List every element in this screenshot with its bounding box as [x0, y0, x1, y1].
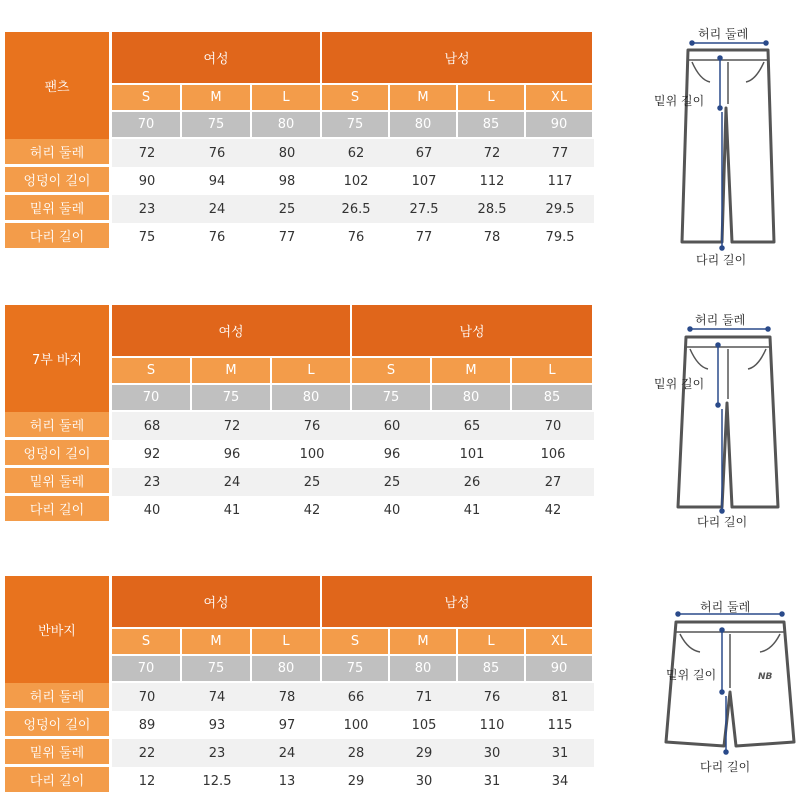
- size-cell: S: [112, 358, 192, 385]
- value-cell: 41: [192, 496, 272, 524]
- men-header: 남성: [322, 32, 594, 85]
- value-cell: 76: [182, 139, 252, 167]
- value-cell: 101: [432, 440, 512, 468]
- value-cell: 29: [322, 767, 390, 795]
- row-label: 엉덩이 길이: [5, 440, 112, 468]
- value-cell: 98: [252, 167, 322, 195]
- long-pants-diagram: [640, 20, 800, 280]
- value-cell: 70: [112, 683, 182, 711]
- leg-label: 다리 길이: [700, 760, 751, 774]
- value-cell: 76: [322, 223, 390, 251]
- leg-label: 다리 길이: [696, 253, 747, 267]
- waist-size-cell: 80: [390, 112, 458, 139]
- value-cell: 77: [390, 223, 458, 251]
- table-row: [5, 167, 594, 195]
- value-cell: 30: [458, 739, 526, 767]
- value-cell: 24: [252, 739, 322, 767]
- table-title: 반바지: [5, 576, 112, 683]
- value-cell: 72: [112, 139, 182, 167]
- value-cell: 27.5: [390, 195, 458, 223]
- table-row: [5, 139, 594, 167]
- value-cell: 40: [352, 496, 432, 524]
- size-cell: M: [390, 85, 458, 112]
- cropped-pants-size-table: [5, 305, 594, 524]
- row-label: 다리 길이: [5, 496, 112, 524]
- waist-size-cell: 75: [322, 656, 390, 683]
- value-cell: 90: [112, 167, 182, 195]
- value-cell: 75: [112, 223, 182, 251]
- waist-size-cell: 85: [458, 656, 526, 683]
- value-cell: 79.5: [526, 223, 594, 251]
- row-label: 다리 길이: [5, 223, 112, 251]
- value-cell: 60: [352, 412, 432, 440]
- value-cell: 94: [182, 167, 252, 195]
- value-cell: 78: [252, 683, 322, 711]
- value-cell: 76: [458, 683, 526, 711]
- value-cell: 26.5: [322, 195, 390, 223]
- value-cell: 24: [182, 195, 252, 223]
- value-cell: 40: [112, 496, 192, 524]
- value-cell: 22: [112, 739, 182, 767]
- value-cell: 25: [352, 468, 432, 496]
- value-cell: 23: [112, 195, 182, 223]
- value-cell: 42: [512, 496, 594, 524]
- value-cell: 28: [322, 739, 390, 767]
- value-cell: 68: [112, 412, 192, 440]
- waist-size-cell: 80: [390, 656, 458, 683]
- table-row: [5, 711, 594, 739]
- value-cell: 97: [252, 711, 322, 739]
- row-label: 허리 둘레: [5, 139, 112, 167]
- value-cell: 74: [182, 683, 252, 711]
- table-row: [5, 468, 594, 496]
- value-cell: 62: [322, 139, 390, 167]
- size-cell: M: [432, 358, 512, 385]
- rise-label: 밑위 길이: [654, 377, 705, 391]
- row-label: 다리 길이: [5, 767, 112, 795]
- value-cell: 23: [182, 739, 252, 767]
- value-cell: 27: [512, 468, 594, 496]
- value-cell: 25: [252, 195, 322, 223]
- waist-label: 허리 둘레: [698, 27, 749, 41]
- value-cell: 29: [390, 739, 458, 767]
- waist-label: 허리 둘레: [695, 313, 746, 327]
- row-label: 엉덩이 길이: [5, 167, 112, 195]
- value-cell: 26: [432, 468, 512, 496]
- row-label: 밑위 둘레: [5, 195, 112, 223]
- waist-size-cell: 75: [192, 385, 272, 412]
- table-row: [5, 412, 594, 440]
- value-cell: 92: [112, 440, 192, 468]
- value-cell: 70: [512, 412, 594, 440]
- size-cell: L: [252, 85, 322, 112]
- value-cell: 115: [526, 711, 594, 739]
- row-label: 엉덩이 길이: [5, 711, 112, 739]
- row-label: 밑위 둘레: [5, 739, 112, 767]
- cropped-pants-illustration: [640, 305, 800, 535]
- value-cell: 102: [322, 167, 390, 195]
- value-cell: 81: [526, 683, 594, 711]
- value-cell: 76: [272, 412, 352, 440]
- value-cell: 34: [526, 767, 594, 795]
- size-cell: M: [390, 629, 458, 656]
- waist-label: 허리 둘레: [700, 600, 751, 614]
- value-cell: 25: [272, 468, 352, 496]
- value-cell: 76: [182, 223, 252, 251]
- waist-size-cell: 80: [252, 656, 322, 683]
- table-row: [5, 440, 594, 468]
- waist-size-cell: 75: [352, 385, 432, 412]
- waist-size-cell: 70: [112, 656, 182, 683]
- value-cell: 13: [252, 767, 322, 795]
- waist-size-cell: 75: [182, 112, 252, 139]
- value-cell: 105: [390, 711, 458, 739]
- size-cell: S: [352, 358, 432, 385]
- size-cell: L: [272, 358, 352, 385]
- size-cell: L: [252, 629, 322, 656]
- waist-size-cell: 85: [458, 112, 526, 139]
- value-cell: 24: [192, 468, 272, 496]
- value-cell: 78: [458, 223, 526, 251]
- row-label: 허리 둘레: [5, 412, 112, 440]
- table-title: 팬츠: [5, 32, 112, 139]
- table-row: [5, 739, 594, 767]
- value-cell: 67: [390, 139, 458, 167]
- size-cell: XL: [526, 629, 594, 656]
- table-row: [5, 683, 594, 711]
- value-cell: 12.5: [182, 767, 252, 795]
- value-cell: 117: [526, 167, 594, 195]
- new-balance-logo: NB: [758, 672, 773, 682]
- men-header: 남성: [322, 576, 594, 629]
- value-cell: 100: [322, 711, 390, 739]
- size-cell: S: [322, 629, 390, 656]
- size-cell: L: [458, 85, 526, 112]
- table-row: [5, 223, 594, 251]
- value-cell: 100: [272, 440, 352, 468]
- value-cell: 31: [458, 767, 526, 795]
- size-cell: L: [512, 358, 594, 385]
- women-header: 여성: [112, 576, 322, 629]
- women-header: 여성: [112, 32, 322, 85]
- value-cell: 31: [526, 739, 594, 767]
- waist-size-cell: 70: [112, 112, 182, 139]
- women-header: 여성: [112, 305, 352, 358]
- rise-label: 밑위 길이: [654, 94, 705, 108]
- waist-size-cell: 90: [526, 112, 594, 139]
- value-cell: 66: [322, 683, 390, 711]
- value-cell: 106: [512, 440, 594, 468]
- size-cell: L: [458, 629, 526, 656]
- table-row: [5, 767, 594, 795]
- men-header: 남성: [352, 305, 594, 358]
- size-cell: XL: [526, 85, 594, 112]
- value-cell: 29.5: [526, 195, 594, 223]
- rise-label: 밑위 길이: [666, 668, 717, 682]
- value-cell: 96: [352, 440, 432, 468]
- value-cell: 77: [526, 139, 594, 167]
- value-cell: 77: [252, 223, 322, 251]
- shorts-diagram: [640, 596, 800, 786]
- size-cell: S: [112, 85, 182, 112]
- value-cell: 112: [458, 167, 526, 195]
- table-title: 7부 바지: [5, 305, 112, 412]
- size-cell: S: [322, 85, 390, 112]
- value-cell: 107: [390, 167, 458, 195]
- table-row: [5, 195, 594, 223]
- value-cell: 110: [458, 711, 526, 739]
- value-cell: 71: [390, 683, 458, 711]
- value-cell: 89: [112, 711, 182, 739]
- waist-size-cell: 90: [526, 656, 594, 683]
- size-cell: M: [182, 629, 252, 656]
- shorts-size-table: [5, 576, 594, 795]
- size-cell: M: [182, 85, 252, 112]
- value-cell: 42: [272, 496, 352, 524]
- waist-size-cell: 85: [512, 385, 594, 412]
- leg-label: 다리 길이: [697, 515, 748, 529]
- waist-size-cell: 70: [112, 385, 192, 412]
- value-cell: 93: [182, 711, 252, 739]
- waist-size-cell: 80: [252, 112, 322, 139]
- value-cell: 96: [192, 440, 272, 468]
- waist-size-cell: 80: [432, 385, 512, 412]
- value-cell: 30: [390, 767, 458, 795]
- row-label: 허리 둘레: [5, 683, 112, 711]
- waist-size-cell: 75: [182, 656, 252, 683]
- value-cell: 23: [112, 468, 192, 496]
- cropped-pants-diagram: [640, 305, 800, 535]
- waist-size-cell: 80: [272, 385, 352, 412]
- table-row: [5, 496, 594, 524]
- value-cell: 80: [252, 139, 322, 167]
- value-cell: 65: [432, 412, 512, 440]
- value-cell: 28.5: [458, 195, 526, 223]
- value-cell: 72: [458, 139, 526, 167]
- long-pants-illustration: [640, 20, 800, 280]
- value-cell: 41: [432, 496, 512, 524]
- row-label: 밑위 둘레: [5, 468, 112, 496]
- value-cell: 12: [112, 767, 182, 795]
- size-cell: S: [112, 629, 182, 656]
- waist-size-cell: 75: [322, 112, 390, 139]
- size-cell: M: [192, 358, 272, 385]
- value-cell: 72: [192, 412, 272, 440]
- pants-size-table: [5, 32, 594, 251]
